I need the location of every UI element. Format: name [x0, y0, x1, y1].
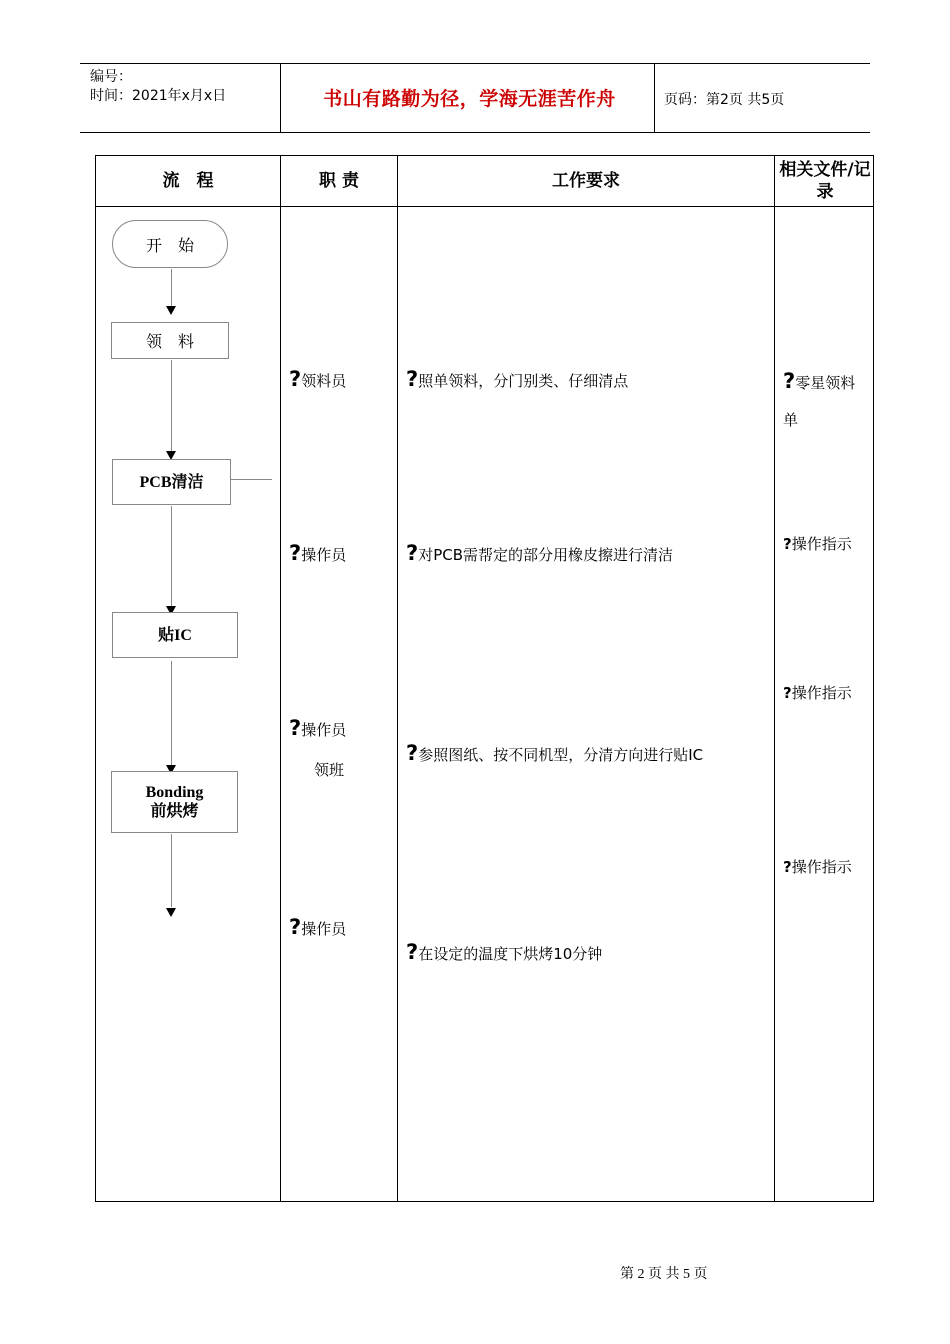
flow-step-bonding-bake — [111, 771, 238, 833]
bullet-icon: ? — [289, 541, 302, 565]
column-header-duty: 职 责 — [319, 171, 359, 191]
bullet-icon: ? — [783, 369, 796, 393]
bullet-icon: ? — [289, 367, 302, 391]
page-footer: 第 2 页 共 5 页 — [620, 1267, 708, 1282]
arrow-down-icon — [166, 306, 176, 315]
flow-step-pcb-clean: PCB清洁 — [112, 459, 231, 505]
requirement-cell: ?在设定的温度下烘烤10分钟 — [406, 940, 603, 964]
flow-start-node: 开 始 — [112, 220, 228, 268]
header-divider — [280, 64, 281, 132]
duty-cell-continued: 领班 — [314, 761, 345, 779]
requirement-cell: ?照单领料，分门别类、仔细清点 — [406, 367, 629, 391]
flow-connector — [171, 360, 172, 451]
column-divider — [774, 156, 775, 1201]
column-divider — [280, 156, 281, 1201]
header-meta — [90, 68, 226, 106]
bullet-icon: ? — [406, 940, 419, 964]
record-cell: ?零星领料 — [783, 369, 856, 393]
column-header-records: 相关文件/记录 — [779, 160, 871, 202]
document-time-label: 时间：2021年x月x日 — [90, 88, 227, 104]
bullet-icon: ? — [406, 741, 419, 765]
arrow-down-icon — [166, 908, 176, 917]
duty-cell: ?操作员 — [289, 716, 347, 740]
flow-connector — [171, 269, 172, 306]
bullet-icon: ? — [406, 367, 419, 391]
column-divider — [397, 156, 398, 1201]
flow-connector — [171, 506, 172, 606]
document-number-label: 编号： — [90, 69, 132, 85]
process-table — [95, 155, 874, 1202]
flow-connector — [171, 661, 172, 765]
page-header — [80, 63, 870, 133]
bullet-icon: ? — [783, 858, 792, 876]
record-cell: ?操作指示 — [783, 684, 852, 702]
column-header-flow: 流 程 — [162, 171, 214, 191]
requirement-cell: ?参照图纸、按不同机型，分清方向进行贴IC — [406, 741, 704, 765]
record-cell-continued: 单 — [783, 411, 799, 429]
header-motto: 书山有路勤为径，学海无涯苦作舟 — [323, 88, 616, 110]
flow-step-attach-ic: 贴IC — [112, 612, 238, 658]
bullet-icon: ? — [289, 915, 302, 939]
flow-connector — [171, 834, 172, 907]
flow-step-label: 前烘烤 — [150, 803, 199, 820]
duty-cell: ?操作员 — [289, 541, 347, 565]
requirement-cell: ?对PCB需帮定的部分用橡皮擦进行清洁 — [406, 541, 673, 565]
duty-cell: ?操作员 — [289, 915, 347, 939]
bullet-icon: ? — [783, 535, 792, 553]
duty-cell: ?领料员 — [289, 367, 347, 391]
header-row-divider — [96, 206, 873, 207]
flow-connector — [231, 479, 272, 480]
bullet-icon: ? — [406, 541, 419, 565]
record-cell: ?操作指示 — [783, 858, 852, 876]
bullet-icon: ? — [783, 684, 792, 702]
bullet-icon: ? — [289, 716, 302, 740]
flow-step-label: Bonding — [145, 784, 204, 801]
column-header-requirement: 工作要求 — [552, 171, 620, 191]
header-page-label: 页码：第2页 共5页 — [664, 92, 785, 108]
flow-step-receive-materials: 领 料 — [111, 322, 229, 359]
record-cell: ?操作指示 — [783, 535, 852, 553]
